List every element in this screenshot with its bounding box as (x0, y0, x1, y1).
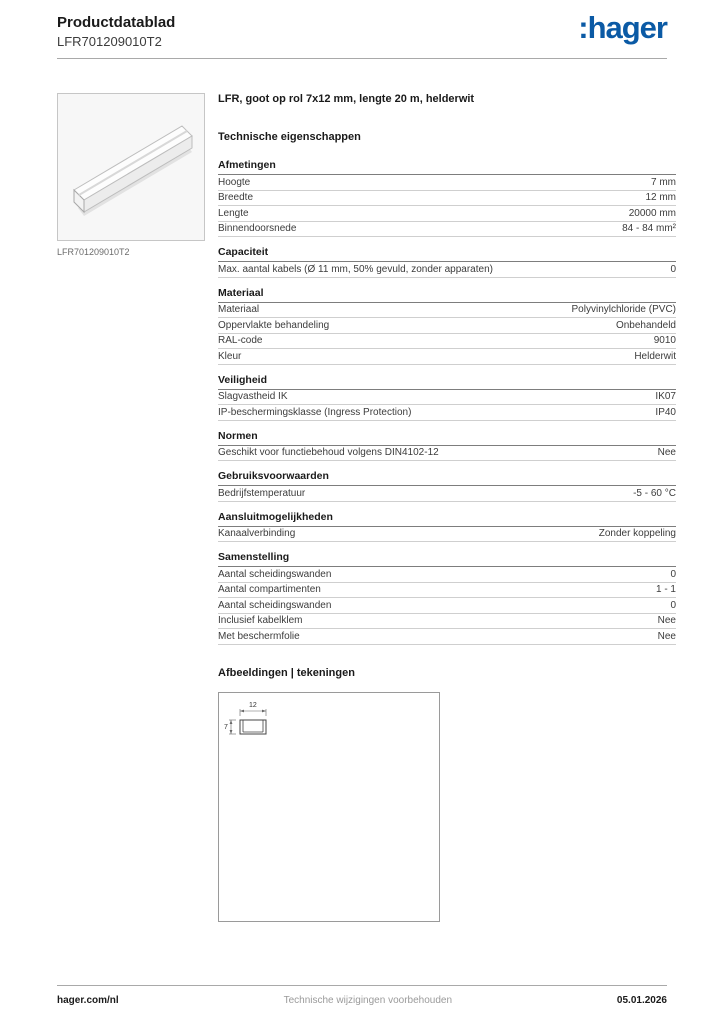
spec-row (218, 598, 676, 614)
spec-row (218, 567, 676, 583)
footer-notice: Technische wijzigingen voorbehouden (283, 995, 453, 1006)
spec-value: -5 - 60 °C (633, 487, 676, 499)
footer (57, 985, 667, 1006)
spec-row (218, 614, 676, 630)
spec-label: Geschikt voor functiebehoud volgens DIN4102-12 (218, 447, 439, 458)
product-image-drawing (58, 94, 204, 240)
spec-row (218, 629, 676, 645)
spec-label: Slagvastheid IK (218, 391, 288, 402)
spec-row (218, 175, 676, 191)
spec-row (218, 527, 676, 543)
spec-section (218, 372, 676, 421)
spec-value: Zonder koppeling (598, 528, 676, 539)
spec-label: Kleur (218, 350, 242, 362)
spec-row (218, 318, 676, 334)
spec-label: Bedrijfstemperatuur (218, 487, 306, 499)
hager-logo: :hager (578, 10, 667, 45)
spec-label: Aantal compartimenten (218, 584, 321, 595)
spec-section (218, 285, 676, 365)
spec-section (218, 549, 676, 645)
spec-label: Materiaal (218, 304, 260, 315)
spec-row (218, 303, 676, 319)
spec-value: Nee (657, 630, 676, 642)
spec-section-title: Veiligheid (218, 372, 676, 390)
spec-value: Nee (657, 615, 676, 626)
spec-label: Aantal scheidingswanden (218, 599, 332, 611)
spec-value: 12 mm (645, 192, 676, 203)
dimension-drawing (222, 696, 292, 751)
spec-value: IK07 (655, 391, 676, 402)
doc-reference: LFR701209010T2 (57, 34, 162, 49)
spec-label: Hoogte (218, 176, 251, 188)
spec-value: Nee (657, 447, 676, 458)
dimension-width-label: 12 (249, 701, 257, 709)
spec-value: 9010 (653, 335, 676, 346)
spec-section (218, 244, 676, 278)
specs-heading: Technische eigenschappen (218, 131, 361, 143)
spec-value: 20000 mm (628, 207, 676, 219)
spec-row (218, 583, 676, 599)
spec-value: Helderwit (634, 350, 676, 362)
spec-value: 0 (670, 599, 676, 611)
spec-label: Inclusief kabelklem (218, 615, 303, 626)
spec-section-title: Aansluitmogelijkheden (218, 509, 676, 527)
spec-label: RAL-code (218, 335, 263, 346)
spec-section-title: Gebruiksvoorwaarden (218, 468, 676, 486)
spec-label: IP-beschermingsklasse (Ingress Protection) (218, 406, 412, 418)
spec-row (218, 206, 676, 222)
product-image-caption: LFR701209010T2 (57, 247, 130, 257)
spec-section (218, 157, 676, 237)
spec-row (218, 262, 676, 278)
dimension-drawing-box (218, 692, 440, 922)
spec-row (218, 191, 676, 207)
spec-value: 84 - 84 mm² (622, 223, 676, 234)
spec-section (218, 468, 676, 502)
spec-value: Polyvinylchloride (PVC) (571, 304, 676, 315)
spec-label: Breedte (218, 192, 254, 203)
header (57, 10, 667, 59)
spec-row (218, 222, 676, 238)
spec-label: Kanaalverbinding (218, 528, 296, 539)
product-title: LFR, goot op rol 7x12 mm, lengte 20 m, helderwit (218, 93, 475, 105)
product-image (57, 93, 205, 241)
spec-row (218, 349, 676, 365)
spec-section-title: Samenstelling (218, 549, 676, 567)
spec-value: IP40 (655, 406, 676, 418)
spec-section (218, 428, 676, 462)
spec-label: Aantal scheidingswanden (218, 568, 332, 580)
spec-label: Lengte (218, 207, 249, 219)
spec-row (218, 486, 676, 502)
spec-row (218, 334, 676, 350)
spec-row (218, 405, 676, 421)
spec-section (218, 509, 676, 543)
dimension-height-label: 7 (224, 723, 228, 731)
footer-date: 05.01.2026 (616, 995, 667, 1006)
spec-row (218, 446, 676, 462)
drawings-heading: Afbeeldingen | tekeningen (218, 666, 355, 679)
spec-label: Oppervlakte behandeling (218, 319, 330, 331)
spec-value: 0 (670, 568, 676, 580)
spec-label: Binnendoorsnede (218, 223, 297, 234)
spec-value: 1 - 1 (655, 584, 676, 595)
doc-title: Productdatablad (57, 14, 176, 31)
spec-value: Onbehandeld (615, 319, 676, 331)
spec-value: 7 mm (651, 176, 676, 188)
spec-section-title: Materiaal (218, 285, 676, 303)
spec-section-title: Capaciteit (218, 244, 676, 262)
spec-section-title: Normen (218, 428, 676, 446)
spec-section-title: Afmetingen (218, 157, 676, 175)
spec-label: Max. aantal kabels (Ø 11 mm, 50% gevuld, zonder apparaten) (218, 263, 493, 275)
spec-row (218, 390, 676, 406)
main-content (218, 93, 676, 922)
spec-label: Met beschermfolie (218, 630, 300, 642)
spec-value: 0 (670, 263, 676, 275)
footer-website: hager.com/nl (57, 995, 119, 1006)
spec-sections (218, 157, 676, 645)
